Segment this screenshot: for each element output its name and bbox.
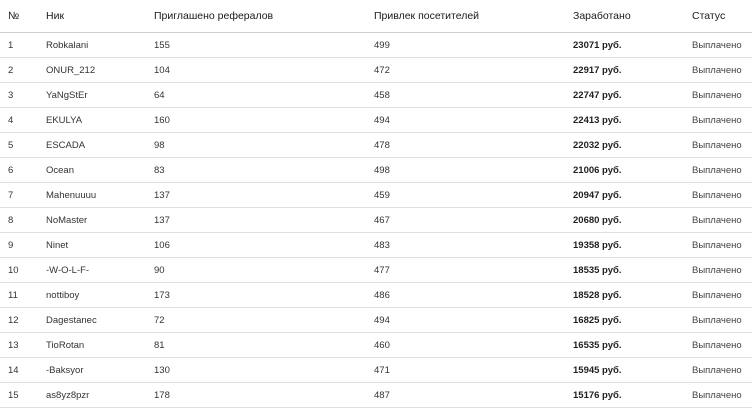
cell-status: Выплачено bbox=[684, 133, 752, 158]
cell-num: 4 bbox=[0, 108, 38, 133]
cell-referrals: 137 bbox=[146, 208, 366, 233]
cell-num: 10 bbox=[0, 258, 38, 283]
cell-referrals: 173 bbox=[146, 283, 366, 308]
cell-status: Выплачено bbox=[684, 108, 752, 133]
cell-num: 5 bbox=[0, 133, 38, 158]
table-row bbox=[0, 208, 752, 233]
table-body bbox=[0, 33, 752, 408]
cell-earned: 20947 руб. bbox=[565, 183, 684, 208]
table-row bbox=[0, 233, 752, 258]
cell-num: 7 bbox=[0, 183, 38, 208]
cell-nick: Ocean bbox=[38, 158, 146, 183]
cell-earned: 23071 руб. bbox=[565, 33, 684, 58]
table-row bbox=[0, 183, 752, 208]
header-status: Статус bbox=[684, 0, 752, 33]
cell-num: 8 bbox=[0, 208, 38, 233]
cell-nick: Mahenuuuu bbox=[38, 183, 146, 208]
cell-referrals: 130 bbox=[146, 358, 366, 383]
cell-visitors: 483 bbox=[366, 233, 565, 258]
table-row bbox=[0, 83, 752, 108]
cell-visitors: 477 bbox=[366, 258, 565, 283]
cell-num: 14 bbox=[0, 358, 38, 383]
cell-referrals: 106 bbox=[146, 233, 366, 258]
cell-status: Выплачено bbox=[684, 308, 752, 333]
cell-earned: 15176 руб. bbox=[565, 383, 684, 408]
cell-earned: 22917 руб. bbox=[565, 58, 684, 83]
header-row bbox=[0, 0, 752, 33]
cell-nick: -Baksyor bbox=[38, 358, 146, 383]
cell-visitors: 472 bbox=[366, 58, 565, 83]
cell-nick: as8yz8pzr bbox=[38, 383, 146, 408]
cell-nick: nottiboy bbox=[38, 283, 146, 308]
cell-visitors: 494 bbox=[366, 108, 565, 133]
cell-nick: ONUR_212 bbox=[38, 58, 146, 83]
cell-earned: 18535 руб. bbox=[565, 258, 684, 283]
cell-status: Выплачено bbox=[684, 158, 752, 183]
table-row bbox=[0, 283, 752, 308]
cell-status: Выплачено bbox=[684, 208, 752, 233]
cell-referrals: 81 bbox=[146, 333, 366, 358]
cell-referrals: 98 bbox=[146, 133, 366, 158]
cell-nick: NoMaster bbox=[38, 208, 146, 233]
cell-num: 2 bbox=[0, 58, 38, 83]
table-row bbox=[0, 58, 752, 83]
header-num: № bbox=[0, 0, 38, 33]
cell-nick: Dagestanec bbox=[38, 308, 146, 333]
header-referrals: Приглашено рефералов bbox=[146, 0, 366, 33]
cell-status: Выплачено bbox=[684, 233, 752, 258]
cell-referrals: 104 bbox=[146, 58, 366, 83]
cell-visitors: 499 bbox=[366, 33, 565, 58]
cell-nick: Ninet bbox=[38, 233, 146, 258]
cell-num: 1 bbox=[0, 33, 38, 58]
cell-visitors: 460 bbox=[366, 333, 565, 358]
cell-num: 15 bbox=[0, 383, 38, 408]
cell-nick: YaNgStEr bbox=[38, 83, 146, 108]
header-visitors: Привлек посетителей bbox=[366, 0, 565, 33]
cell-referrals: 64 bbox=[146, 83, 366, 108]
cell-visitors: 486 bbox=[366, 283, 565, 308]
cell-nick: Robkalani bbox=[38, 33, 146, 58]
cell-status: Выплачено bbox=[684, 33, 752, 58]
table-row bbox=[0, 33, 752, 58]
cell-earned: 22747 руб. bbox=[565, 83, 684, 108]
cell-referrals: 178 bbox=[146, 383, 366, 408]
cell-num: 11 bbox=[0, 283, 38, 308]
cell-status: Выплачено bbox=[684, 58, 752, 83]
cell-visitors: 471 bbox=[366, 358, 565, 383]
table-header bbox=[0, 0, 752, 33]
cell-num: 6 bbox=[0, 158, 38, 183]
cell-visitors: 498 bbox=[366, 158, 565, 183]
cell-visitors: 478 bbox=[366, 133, 565, 158]
table-row bbox=[0, 258, 752, 283]
table-row bbox=[0, 333, 752, 358]
table-row bbox=[0, 308, 752, 333]
cell-earned: 22413 руб. bbox=[565, 108, 684, 133]
cell-nick: TioRotan bbox=[38, 333, 146, 358]
cell-num: 3 bbox=[0, 83, 38, 108]
cell-status: Выплачено bbox=[684, 183, 752, 208]
cell-status: Выплачено bbox=[684, 333, 752, 358]
cell-referrals: 155 bbox=[146, 33, 366, 58]
cell-visitors: 458 bbox=[366, 83, 565, 108]
cell-referrals: 90 bbox=[146, 258, 366, 283]
cell-status: Выплачено bbox=[684, 83, 752, 108]
cell-referrals: 72 bbox=[146, 308, 366, 333]
cell-num: 12 bbox=[0, 308, 38, 333]
cell-status: Выплачено bbox=[684, 283, 752, 308]
cell-nick: -W-O-L-F- bbox=[38, 258, 146, 283]
cell-earned: 15945 руб. bbox=[565, 358, 684, 383]
cell-earned: 18528 руб. bbox=[565, 283, 684, 308]
cell-earned: 16535 руб. bbox=[565, 333, 684, 358]
table-row bbox=[0, 108, 752, 133]
cell-status: Выплачено bbox=[684, 258, 752, 283]
table-row bbox=[0, 358, 752, 383]
cell-visitors: 459 bbox=[366, 183, 565, 208]
cell-visitors: 494 bbox=[366, 308, 565, 333]
cell-earned: 22032 руб. bbox=[565, 133, 684, 158]
cell-nick: EKULYA bbox=[38, 108, 146, 133]
table-row bbox=[0, 133, 752, 158]
cell-status: Выплачено bbox=[684, 383, 752, 408]
cell-visitors: 487 bbox=[366, 383, 565, 408]
table-row bbox=[0, 158, 752, 183]
cell-earned: 19358 руб. bbox=[565, 233, 684, 258]
cell-earned: 21006 руб. bbox=[565, 158, 684, 183]
cell-earned: 16825 руб. bbox=[565, 308, 684, 333]
cell-status: Выплачено bbox=[684, 358, 752, 383]
cell-num: 9 bbox=[0, 233, 38, 258]
header-nick: Ник bbox=[38, 0, 146, 33]
cell-referrals: 160 bbox=[146, 108, 366, 133]
cell-visitors: 467 bbox=[366, 208, 565, 233]
cell-referrals: 137 bbox=[146, 183, 366, 208]
cell-nick: ESCADA bbox=[38, 133, 146, 158]
cell-earned: 20680 руб. bbox=[565, 208, 684, 233]
header-earned: Заработано bbox=[565, 0, 684, 33]
cell-referrals: 83 bbox=[146, 158, 366, 183]
cell-num: 13 bbox=[0, 333, 38, 358]
